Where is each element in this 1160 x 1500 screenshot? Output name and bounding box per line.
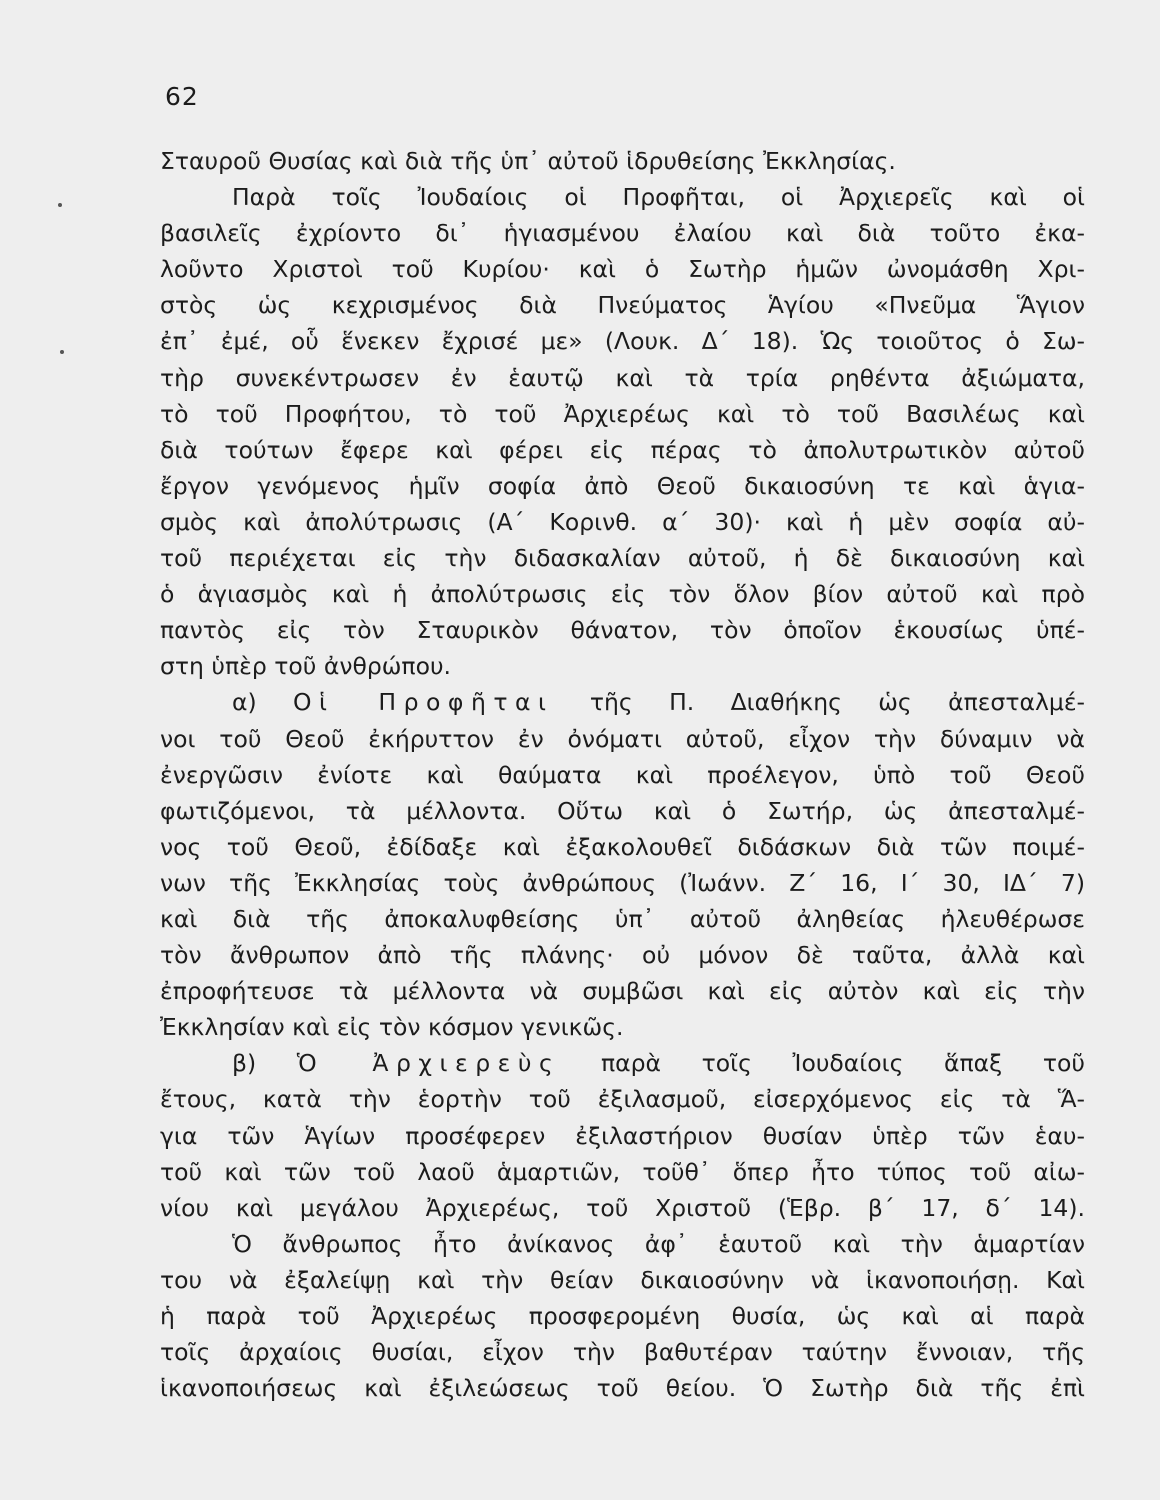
- text-line: λοῦντο Χριστοὶ τοῦ Κυρίου· καὶ ὁ Σωτὴρ ἡμῶν ὠνομάσθη Χρι-: [160, 255, 1085, 284]
- spaced-heading: Ὁ Ἀρχιερεὺς: [296, 1049, 561, 1078]
- text-line: Ὁ ἄνθρωπος ἦτο ἀνίκανος ἀφ᾽ ἑαυτοῦ καὶ τὴν ἁμαρτίαν: [232, 1229, 1085, 1258]
- text-line: Ἐκκλησίαν καὶ εἰς τὸν κόσμον γενικῶς.: [160, 1013, 624, 1042]
- text-line: ἔργον γενόμενος ἡμῖν σοφία ἀπὸ Θεοῦ δικαιοσύνη τε καὶ ἁγια-: [160, 471, 1085, 500]
- text-line: Σταυροῦ Θυσίας καὶ διὰ τῆς ὑπ᾽ αὐτοῦ ἱδρυθείσης Ἐκκλησίας.: [160, 147, 896, 175]
- print-speck: [60, 350, 64, 354]
- text-line: τοῦ καὶ τῶν τοῦ λαοῦ ἁμαρτιῶν, τοῦθ᾽ ὅπερ ἦτο τύπος τοῦ αἰω-: [160, 1157, 1085, 1186]
- text-line: τοῦ περιέχεται εἰς τὴν διδασκαλίαν αὐτοῦ, ἡ δὲ δικαιοσύνη καὶ: [160, 544, 1085, 573]
- text-line: παντὸς εἰς τὸν Σταυρικὸν θάνατον, τὸν ὁποῖον ἑκουσίως ὑπέ-: [160, 616, 1085, 645]
- text-line: ἡ παρὰ τοῦ Ἀρχιερέως προσφερομένη θυσία, ὡς καὶ αἱ παρὰ: [160, 1302, 1085, 1330]
- page-number: 62: [165, 82, 199, 111]
- line-text: τῆς Π. Διαθήκης ὡς ἀπεσταλμέ-: [553, 688, 1085, 717]
- text-line: φωτιζόμενοι, τὰ μέλλοντα. Οὕτω καὶ ὁ Σωτήρ, ὡς ἀπεσταλμέ-: [160, 796, 1085, 825]
- print-speck: [58, 203, 62, 207]
- text-line: ὁ ἁγιασμὸς καὶ ἡ ἀπολύτρωσις εἰς τὸν ὅλον βίον αὐτοῦ καὶ πρὸ: [160, 580, 1085, 609]
- text-line: ἔτους, κατὰ τὴν ἑορτὴν τοῦ ἐξιλασμοῦ, εἰσερχόμενος εἰς τὰ Ἅ-: [160, 1085, 1085, 1114]
- list-marker: β): [232, 1049, 297, 1078]
- text-line: νοι τοῦ Θεοῦ ἐκήρυττον ἐν ὀνόματι αὐτοῦ, εἶχον τὴν δύναμιν νὰ: [160, 724, 1085, 753]
- text-line: τοῖς ἀρχαίοις θυσίαι, εἶχον τὴν βαθυτέραν ταύτην ἔννοιαν, τῆς: [160, 1338, 1085, 1367]
- body-text: [160, 143, 1085, 1406]
- line-text: παρὰ τοῖς Ἰουδαίοις ἅπαξ τοῦ: [560, 1049, 1085, 1078]
- text-line: τὴρ συνεκέντρωσεν ἐν ἑαυτῷ καὶ τὰ τρία ρηθέντα ἀξιώματα,: [160, 363, 1085, 392]
- text-line: για τῶν Ἁγίων προσέφερεν ἐξιλαστήριον θυσίαν ὑπὲρ τῶν ἑαυ-: [160, 1121, 1085, 1150]
- text-line: ἐπροφήτευσε τὰ μέλλοντα νὰ συμβῶσι καὶ εἰς αὐτὸν καὶ εἰς τὴν: [160, 977, 1085, 1006]
- text-line: ἱκανοποιήσεως καὶ ἐξιλεώσεως τοῦ θείου. Ὁ Σωτὴρ διὰ τῆς ἐπὶ: [160, 1374, 1085, 1403]
- text-line: στη ὑπὲρ τοῦ ἀνθρώπου.: [160, 652, 452, 681]
- text-line: τὸ τοῦ Προφήτου, τὸ τοῦ Ἀρχιερέως καὶ τὸ τοῦ Βασιλέως καὶ: [160, 399, 1085, 428]
- text-line: [160, 684, 1085, 720]
- text-line: βασιλεῖς ἐχρίοντο δι᾽ ἡγιασμένου ἐλαίου καὶ διὰ τοῦτο ἐκα-: [160, 219, 1085, 248]
- text-line: στὸς ὡς κεχρισμένος διὰ Πνεύματος Ἁγίου «Πνεῦμα Ἅγιον: [160, 291, 1085, 320]
- text-line: σμὸς καὶ ἀπολύτρωσις (Α΄ Κορινθ. α΄ 30)· καὶ ἡ μὲν σοφία αὐ-: [160, 507, 1085, 536]
- text-line: νων τῆς Ἐκκλησίας τοὺς ἀνθρώπους (Ἰωάνν. Ζ΄ 16, Ι΄ 30, ΙΔ΄ 7): [160, 868, 1085, 897]
- text-line: Παρὰ τοῖς Ἰουδαίοις οἱ Προφῆται, οἱ Ἀρχιερεῖς καὶ οἱ: [232, 183, 1085, 212]
- text-line: τὸν ἄνθρωπον ἀπὸ τῆς πλάνης· οὐ μόνον δὲ ταῦτα, ἀλλὰ καὶ: [160, 941, 1085, 970]
- text-line: νίου καὶ μεγάλου Ἀρχιερέως, τοῦ Χριστοῦ (Ἑβρ. β΄ 17, δ΄ 14).: [160, 1193, 1085, 1222]
- list-marker: α): [232, 688, 294, 717]
- text-line: διὰ τούτων ἔφερε καὶ φέρει εἰς πέρας τὸ ἀπολυτρωτικὸν αὐτοῦ: [160, 435, 1085, 464]
- text-line: ἐπ᾽ ἐμέ, οὗ ἕνεκεν ἔχρισέ με» (Λουκ. Δ΄ 18). Ὡς τοιοῦτος ὁ Σω-: [160, 327, 1085, 356]
- spaced-heading: Οἱ Προφῆται: [293, 688, 554, 717]
- text-line: καὶ διὰ τῆς ἀποκαλυφθείσης ὑπ᾽ αὐτοῦ ἀληθείας ἠλευθέρωσε: [160, 904, 1085, 933]
- text-line: του νὰ ἐξαλείψῃ καὶ τὴν θείαν δικαιοσύνην νὰ ἱκανοποιήσῃ. Καὶ: [160, 1265, 1085, 1294]
- text-line: [160, 1045, 1085, 1081]
- text-line: ἐνεργῶσιν ἐνίοτε καὶ θαύματα καὶ προέλεγον, ὑπὸ τοῦ Θεοῦ: [160, 760, 1085, 789]
- text-line: νος τοῦ Θεοῦ, ἐδίδαξε καὶ ἐξακολουθεῖ διδάσκων διὰ τῶν ποιμέ-: [160, 832, 1085, 861]
